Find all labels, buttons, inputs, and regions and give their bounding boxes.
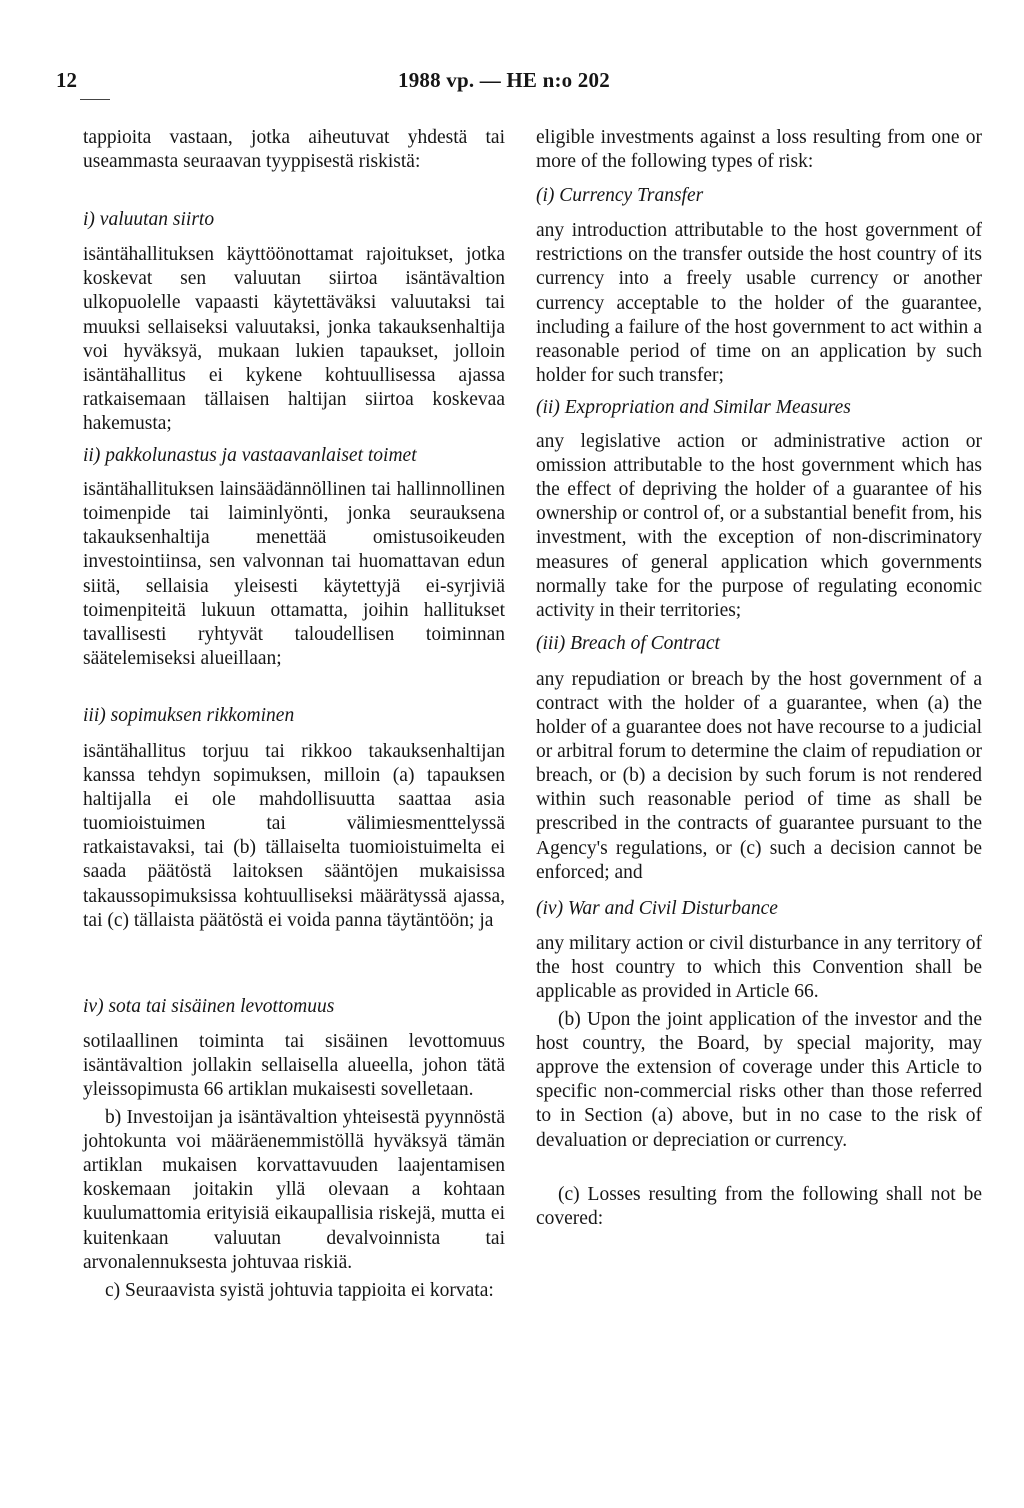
english-column <box>536 122 982 1231</box>
en-heading-currency-transfer: (i) Currency Transfer <box>536 185 704 207</box>
fi-heading-war: iv) sota tai sisäinen levottomuus <box>83 995 335 1017</box>
fi-intro: tappioita vastaan, jotka aiheutuvat yhdestä tai useammasta seuraavan tyyppisestä riskistä: <box>83 127 505 173</box>
fi-text-breach: isäntähallitus torjuu tai rikkoo takauksenhaltijan kanssa tehdyn sopimuksen, milloin (a) tapauksen haltijalla ei ole mahdollisuutta saattaa asia tuomioistuimen tai välimiesmenttelyssä ratkaistavaksi, tai (b) tällaiselta tuomioistuimelta ei saada päätöstä laitoksen sääntöjen mukaisissa takaussopimuksissa kohtuulliseksi määrätyssä ajassa, tai (c) tällaista päätöstä ei voida panna täytäntöön; ja <box>83 740 505 931</box>
fi-text-war: sotilaallinen toiminta tai sisäinen levottomuus isäntävaltion jollakin sellaisella alueella, johon tätä yleissopimusta 66 artiklan mukaisesti sovelletaan. <box>83 1030 505 1100</box>
en-text-war: any military action or civil disturbance in any territory of the host country to which this Convention shall be applicable as provided in Article 66. <box>536 932 982 1002</box>
page-header <box>0 68 1024 108</box>
document-title: 1988 vp. — HE n:o 202 <box>398 68 610 92</box>
fi-paragraph-b: b) Investoijan ja isäntävaltion yhteisestä pyynnöstä johtokunta voi määräenemmistöllä hyväksyä tämän artiklan mukaisen korvattavuuden laajentamisen koskemaan joitakin yllä olevaan a kohtaan kuulumattomia erityisiä eikaupallisia riskejä, mutta ei kuitenkaan valuutan devalvoinnista tai arvonalennuksesta johtuvaa riskiä. <box>83 1107 505 1273</box>
fi-text-expropriation: isäntähallituksen lainsäädännöllinen tai hallinnollinen toimenpide tai laiminlyönti, jonka seurauksena takauksenhaltija menettää omistusoikeuden investointiinsa, sen valvonnan tai huomattavan edun siitä, sellaisia yleisesti käytettyjä ei-syrjiviä toimenpiteitä lukuun ottamatta, joihin hallitukset tavallisesti ryhtyvät taloudellisen toiminnan säätelemiseksi alueillaan; <box>83 479 505 669</box>
finnish-column <box>83 122 505 1303</box>
en-heading-war: (iv) War and Civil Disturbance <box>536 897 778 919</box>
header-rule <box>80 99 110 100</box>
en-intro: eligible investments against a loss resulting from one or more of the following types of risk: <box>536 127 982 173</box>
fi-heading-breach: iii) sopimuksen rikkominen <box>83 704 295 726</box>
en-heading-breach: (iii) Breach of Contract <box>536 632 720 654</box>
fi-heading-expropriation: ii) pakkolunastus ja vastaavanlaiset toimet <box>83 445 417 467</box>
en-paragraph-c: (c) Losses resulting from the following shall not be covered: <box>536 1183 982 1229</box>
en-heading-expropriation: (ii) Expropriation and Similar Measures <box>536 396 851 418</box>
en-text-breach: any repudiation or breach by the host government of a contract with the holder of a guarantee, when (a) the holder of a guarantee does not have recourse to a judicial or arbitral forum to determine the claim of repudiation or breach, or (b) a decision by such forum is not rendered within such reasonable period of time as shall be prescribed in the contracts of guarantee pursuant to the Agency's regulations, or (c) such a decision cannot be enforced; and <box>536 668 982 883</box>
page-number: 12 <box>56 68 77 92</box>
fi-text-currency-transfer: isäntähallituksen käyttöönottamat rajoitukset, jotka koskevat sen valuutan siirtoa isäntävaltion ulkopuolelle vapaasti käytettäväksi valuutaksi tai muuksi sellaiseksi valuutaksi, jonka takauksenhaltija voi hyväksyä, mukaan lukien tapaukset, jolloin isäntähallitus ei kykene kohtuullisessa ajassa ratkaisemaan tällaisen haltijan siirtoa koskevaa hakemusta; <box>83 244 505 434</box>
en-text-currency-transfer: any introduction attributable to the host government of restrictions on the transfer outside the host country of its currency into a freely usable currency or another currency acceptable to the holder of the guarantee, including a failure of the host government to act within a reasonable period of time on an application by such holder for such transfer; <box>536 220 982 386</box>
en-paragraph-b: (b) Upon the joint application of the investor and the host country, the Board, by special majority, may approve the extension of coverage under this Article to specific non-commercial risks other than those referred to in Section (a) above, but in no case to the risk of devaluation or depreciation or currency. <box>536 1009 982 1151</box>
en-text-expropriation: any legislative action or administrative action or omission attributable to the host government which has the effect of depriving the holder of a guarantee of his ownership or control of, or a substantial benefit from, his investment, with the exception of non-discriminatory measures of general application which governments normally take for the purpose of regulating economic activity in their territories; <box>536 431 982 621</box>
fi-heading-currency-transfer: i) valuutan siirto <box>83 209 215 231</box>
fi-paragraph-c: c) Seuraavista syistä johtuvia tappioita ei korvata: <box>105 1279 494 1301</box>
